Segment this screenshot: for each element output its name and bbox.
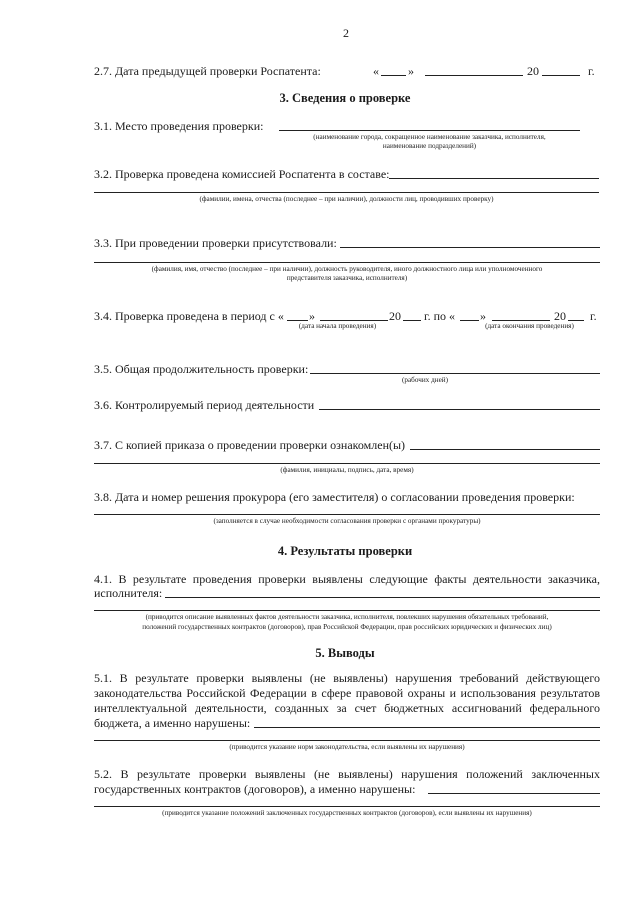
s2-7-month-field[interactable] — [425, 75, 523, 76]
s2-7-year-field[interactable] — [542, 75, 580, 76]
s3-1-caption-2: наименование подразделений) — [382, 142, 477, 150]
s3-1-caption-1: (наименование города, сокращенное наименование заказчика, исполнителя, — [313, 133, 546, 141]
section-5-title: 5. Выводы — [315, 646, 375, 660]
s5-2-field-2[interactable] — [94, 806, 600, 807]
s3-4-end-day-field[interactable] — [460, 320, 479, 321]
s3-6-label: 3.6. Контролируемый период деятельности — [94, 398, 315, 412]
s3-1-field[interactable] — [279, 130, 580, 131]
page-number: 2 — [343, 26, 349, 40]
s5-2-field-1[interactable] — [428, 793, 600, 794]
s3-1-label: 3.1. Место проведения проверки: — [94, 119, 264, 133]
s2-7-quote-open: « — [373, 64, 379, 78]
s3-4-quote-close-2: » — [480, 309, 486, 323]
s3-4-caption-end: (дата окончания проведения) — [485, 322, 574, 330]
s3-8-field[interactable] — [94, 514, 600, 515]
s5-1-line-2: законодательства Российской Федерации в сфере правовой охраны и использования результатов — [94, 686, 600, 700]
s4-1-line-2: исполнителя: — [94, 586, 163, 600]
s4-1-caption-2: положений государственных контрактов (договоров), прав Российской Федерации, прав российских юридических и физических лиц) — [142, 623, 552, 631]
s5-2-caption: (приводится указание положений заключенных государственных контрактов (договоров), если выявлены их нарушения) — [162, 809, 532, 817]
s3-8-caption: (заполняется в случае необходимости согласования проверки с органами прокуратуры) — [213, 517, 481, 525]
s3-2-label: 3.2. Проверка проведена комиссией Роспатента в составе: — [94, 167, 390, 181]
s3-3-caption-2: представителя заказчика, исполнителя) — [286, 274, 408, 282]
s5-1-caption: (приводится указание норм законодательства, если выявлены их нарушения) — [229, 743, 465, 751]
s3-4-year-prefix-1: 20 — [389, 309, 401, 323]
s3-4-label: 3.4. Проверка проведена в период с « — [94, 309, 284, 323]
s3-4-g-po: г. по « — [424, 309, 455, 323]
s3-4-start-day-field[interactable] — [287, 320, 308, 321]
s3-5-caption: (рабочих дней) — [401, 376, 449, 384]
s3-7-field-2[interactable] — [94, 463, 600, 464]
s3-4-end-month-field[interactable] — [492, 320, 550, 321]
s4-1-field-2[interactable] — [94, 610, 600, 611]
s3-7-field-1[interactable] — [410, 449, 600, 450]
s2-7-day-field[interactable] — [381, 75, 406, 76]
s2-7-year-suffix: г. — [588, 64, 595, 78]
section-3-title: 3. Сведения о проверке — [279, 91, 411, 105]
s5-1-field-1[interactable] — [254, 727, 600, 728]
s2-7-year-prefix: 20 — [527, 64, 539, 78]
s3-2-field-2[interactable] — [94, 192, 599, 193]
s3-6-field[interactable] — [319, 409, 600, 410]
s3-4-start-month-field[interactable] — [320, 320, 388, 321]
s4-1-line-1: 4.1. В результате проведения проверки выявлены следующие факты деятельности заказчика, — [94, 572, 600, 586]
s3-4-start-year-field[interactable] — [403, 320, 421, 321]
s3-2-caption: (фамилии, имена, отчества (последнее – при наличии), должности лиц, проводивших проверку) — [199, 195, 494, 203]
s4-1-field-1[interactable] — [165, 597, 600, 598]
s5-1-line-3: интеллектуальной деятельности, созданных за счет бюджетных ассигнований федерального — [94, 701, 600, 715]
s4-1-caption-1: (приводится описание выявленных фактов деятельности заказчика, исполнителя, повлекших нарушения обязательных требований, — [145, 613, 549, 621]
s3-3-field-1[interactable] — [340, 247, 600, 248]
s3-4-quote-close-1: » — [309, 309, 315, 323]
s3-8-label: 3.8. Дата и номер решения прокурора (его заместителя) о согласовании проведения проверки: — [94, 490, 575, 504]
s3-7-label: 3.7. С копией приказа о проведении проверки ознакомлен(ы) — [94, 438, 406, 452]
section-4-title: 4. Результаты проверки — [277, 544, 413, 558]
s3-5-label: 3.5. Общая продолжительность проверки: — [94, 362, 309, 376]
s5-2-line-1: 5.2. В результате проверки выявлены (не выявлены) нарушения положений заключенных — [94, 767, 600, 781]
s3-3-field-2[interactable] — [94, 262, 600, 263]
s5-1-field-2[interactable] — [94, 740, 600, 741]
s2-7-quote-close: » — [408, 64, 414, 78]
s3-4-year-suffix: г. — [590, 309, 597, 323]
s3-4-caption-start: (дата начала проведения) — [298, 322, 377, 330]
s5-1-line-4: бюджета, а именно нарушены: — [94, 716, 251, 730]
s3-5-field[interactable] — [310, 373, 600, 374]
s3-3-caption-1: (фамилия, имя, отчество (последнее – при наличии), должность руководителя, иного должностного лица или уполномоченного — [151, 265, 543, 273]
s3-2-field-1[interactable] — [389, 178, 599, 179]
s2-7-label: 2.7. Дата предыдущей проверки Роспатента: — [94, 64, 321, 78]
s5-2-line-2: государственных контрактов (договоров), а именно нарушены: — [94, 782, 416, 796]
s3-4-end-year-field[interactable] — [568, 320, 584, 321]
s3-7-caption: (фамилия, инициалы, подпись, дата, время) — [280, 466, 414, 474]
s5-1-line-1: 5.1. В результате проверки выявлены (не выявлены) нарушения требований действующего — [94, 671, 600, 685]
s3-3-label: 3.3. При проведении проверки присутствовали: — [94, 236, 337, 250]
s3-4-year-prefix-2: 20 — [554, 309, 566, 323]
